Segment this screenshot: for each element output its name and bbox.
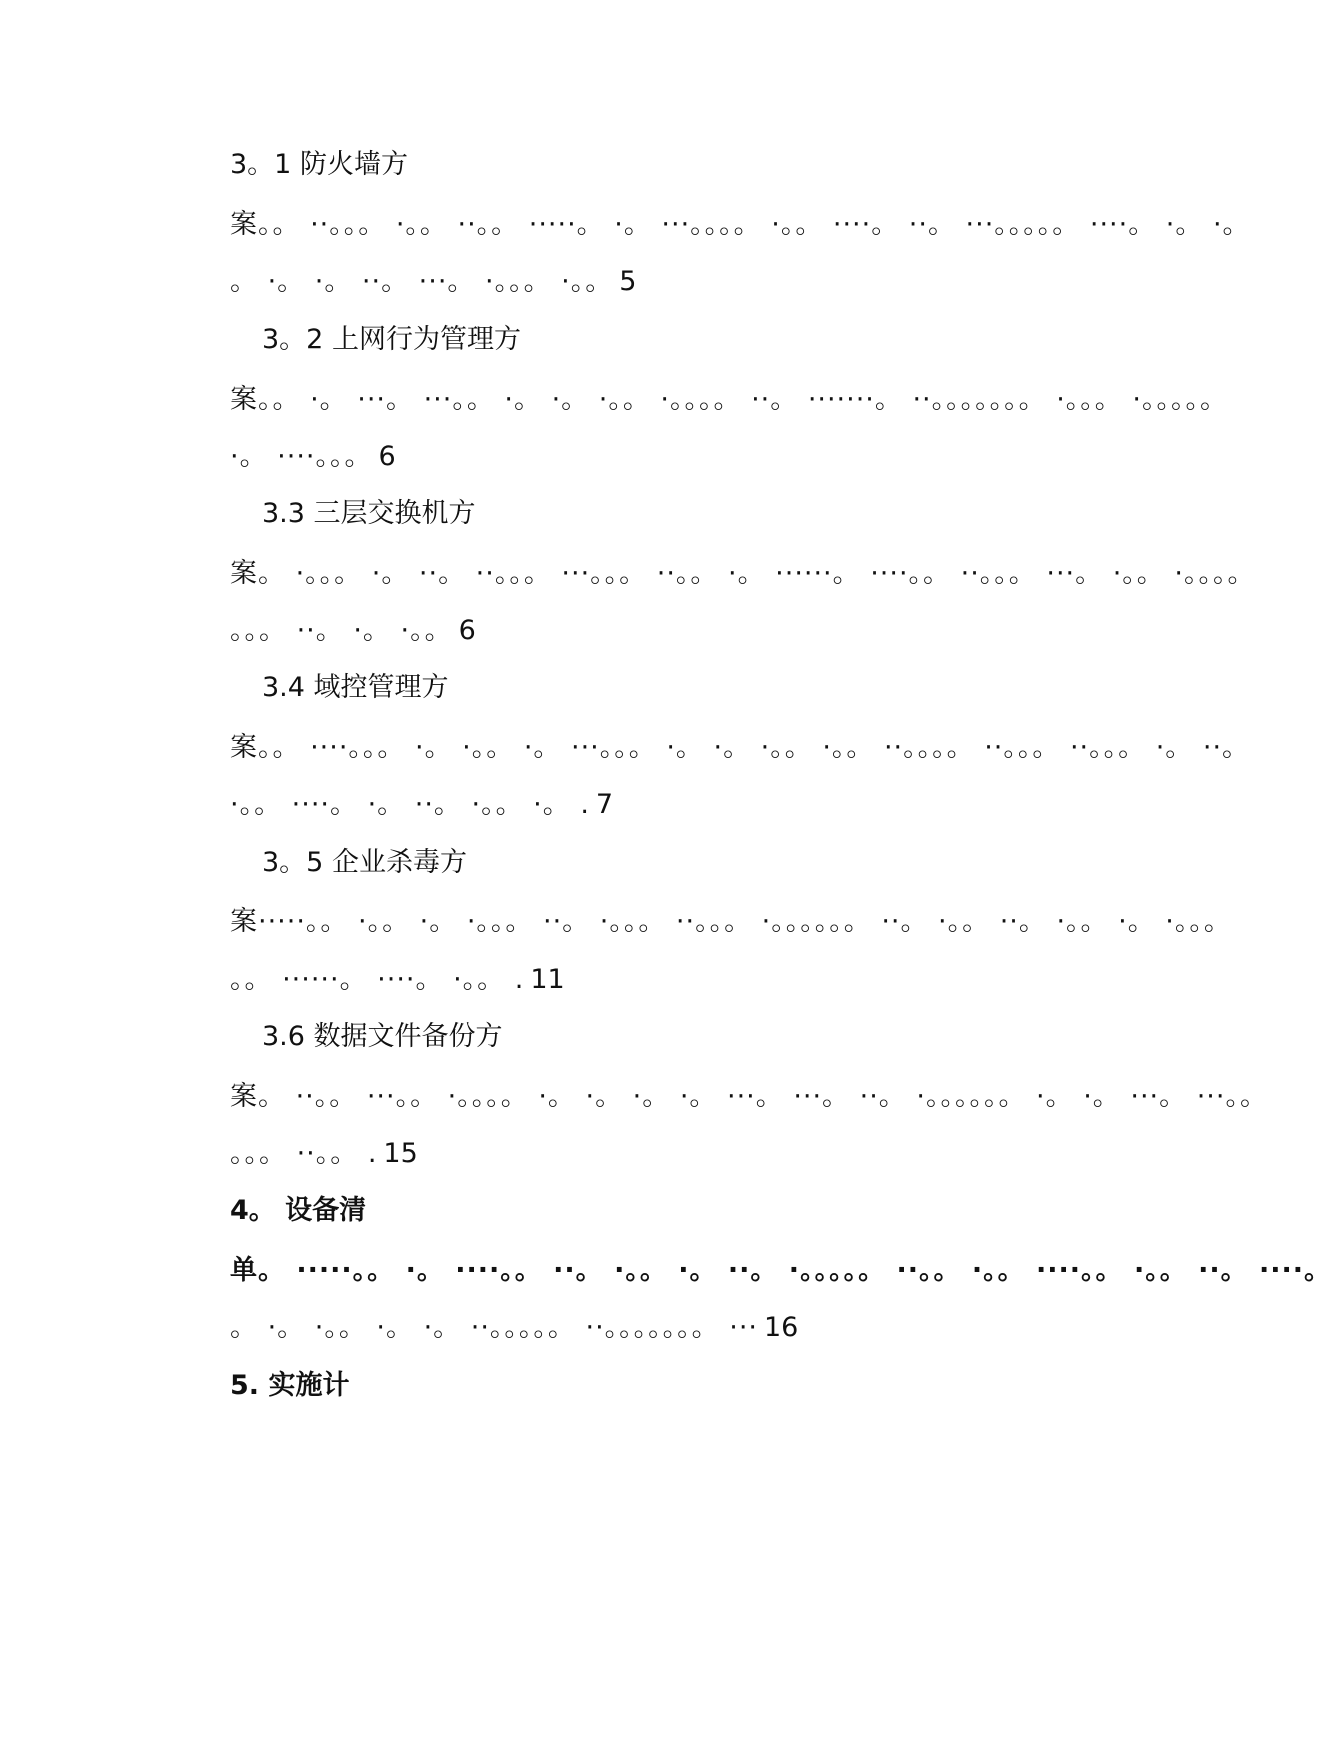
toc-entry-leader — [230, 1077, 1268, 1117]
leader-text: 。。 ······。 ····。 ·。。 . — [230, 964, 525, 995]
toc-entry-leader-end — [230, 785, 1080, 825]
toc-entry-leader — [230, 205, 1251, 245]
toc-entry-leader — [230, 728, 1251, 768]
leader-text: 案。 ··。。 ···。。 ·。。。。 ·。 ·。 ·。 ·。 ···。 ···。 ··。 ·。。。。。。 ·。 ·。 ···。 ···。。 — [230, 1081, 1268, 1112]
toc-section-title: 5. 实施计 — [230, 1370, 350, 1401]
page-number: 11 — [530, 964, 565, 995]
toc-entry-leader-end — [230, 262, 1080, 302]
toc-section-title: 4。 设备清 — [230, 1195, 367, 1226]
page-number: 16 — [764, 1312, 799, 1343]
leader-text: 。。。 ··。 ·。 ·。。 — [230, 615, 453, 646]
leader-text: 单。 ·····。。 ·。 ····。。 ··。 ·。。 ·。 ··。 ·。。。。。 ··。。 ·。。 ····。。 ·。。 ··。 ····。 — [230, 1255, 1332, 1286]
toc-entry-leader — [230, 1251, 1332, 1291]
leader-text: 。 ·。 ·。。 ·。 ·。 ··。。。。。 ··。。。。。。。 ··· — [230, 1312, 758, 1343]
toc-entry-title: 3.3 三层交换机方 — [262, 498, 476, 529]
toc-entry-leader-end — [230, 1308, 1080, 1348]
leader-text: 案。。 ·。 ···。 ···。。 ·。 ·。 ·。。 ·。。。。 ··。 ·······。 ··。。。。。。。 ·。。。 ·。。。。。 — [230, 384, 1228, 415]
leader-text: 。。。 ··。。 . — [230, 1138, 378, 1169]
toc-entry-leader-end — [230, 1134, 1080, 1174]
toc-entry-title: 3。1 防火墙方 — [230, 149, 408, 180]
page-number: 6 — [378, 441, 396, 472]
leader-text: 案。。 ··。。。 ·。。 ··。。 ·····。 ·。 ···。。。。 ·。。 ····。 ··。 ···。。。。。 ····。 ·。 ·。 — [230, 209, 1251, 240]
toc-entry-title: 3.4 域控管理方 — [262, 672, 449, 703]
toc-entry-title: 3。2 上网行为管理方 — [262, 324, 521, 355]
page-number: 6 — [458, 615, 476, 646]
toc-entry-leader — [230, 554, 1256, 594]
leader-text: 。 ·。 ·。 ··。 ···。 ·。。。 ·。。 — [230, 266, 614, 297]
page-number: 5 — [619, 266, 637, 297]
page-number: 15 — [383, 1138, 418, 1169]
toc-entry-leader-end — [230, 611, 1080, 651]
toc-entry-title: 3.6 数据文件备份方 — [262, 1021, 503, 1052]
toc-entry-title: 3。5 企业杀毒方 — [262, 847, 467, 878]
leader-text: 案。。 ····。。。 ·。 ·。。 ·。 ···。。。 ·。 ·。 ·。。 ·。。 ··。。。。 ··。。。 ··。。。 ·。 ··。 — [230, 732, 1251, 763]
page-number: 7 — [595, 789, 614, 820]
toc-entry-leader-end — [230, 437, 1080, 477]
toc-entry-leader-end — [230, 960, 1080, 1000]
toc-entry-leader — [230, 902, 1232, 942]
toc-entry-leader — [230, 380, 1228, 420]
leader-text: ·。 ····。。。 — [230, 441, 373, 472]
leader-text: ·。。 ····。 ·。 ··。 ·。。 ·。 . — [230, 789, 590, 820]
leader-text: 案。 ·。。。 ·。 ··。 ··。。。 ···。。。 ··。。 ·。 ······。 ····。。 ··。。。 ···。 ·。。 ·。。。。 — [230, 558, 1256, 589]
leader-text: 案·····。。 ·。。 ·。 ·。。。 ··。 ·。。。 ··。。。 ·。。。。。。 ··。 ·。。 ··。 ·。。 ·。 ·。。。 — [230, 906, 1232, 937]
